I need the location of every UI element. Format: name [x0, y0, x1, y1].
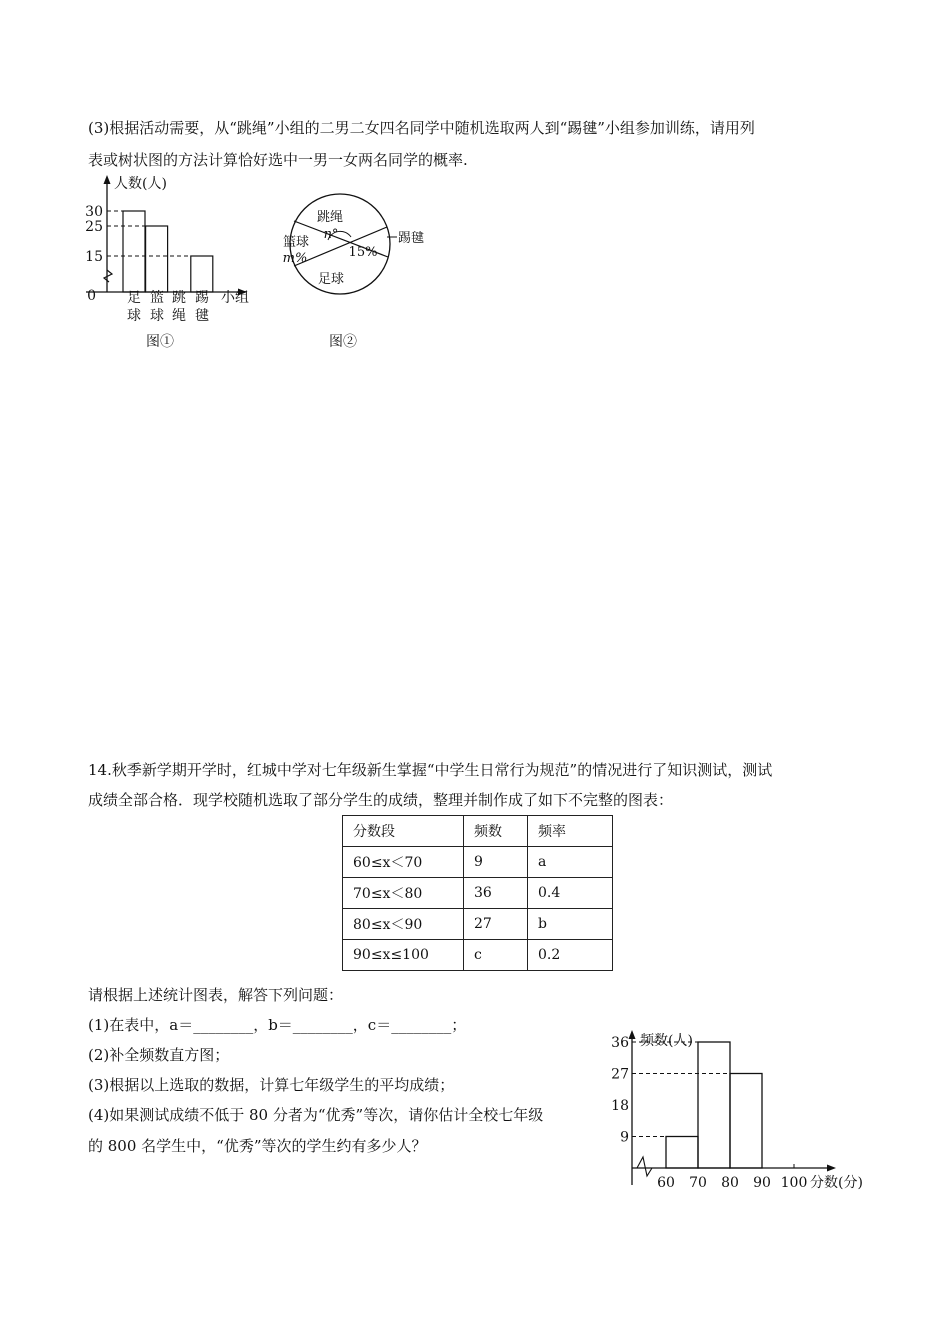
q14-line2: 成绩全部合格．现学校随机选取了部分学生的成绩，整理并制作成了如下不完整的图表： — [88, 791, 674, 809]
histogram-chart — [600, 1025, 880, 1200]
q14-sub3: (3)根据以上选取的数据，计算七年级学生的平均成绩； — [88, 1076, 455, 1094]
figure1-cat-zuqiu-top: 足 — [127, 290, 141, 306]
table-cell: 27 — [464, 909, 528, 940]
table-header-row — [343, 816, 613, 847]
figure1-cat-lanqiu-bottom: 球 — [150, 308, 164, 324]
figure1-caption: 图① — [146, 334, 174, 350]
table-row — [343, 847, 613, 878]
figure2-label-15-percent: 15% — [348, 245, 378, 260]
histogram-xtick-70: 70 — [689, 1175, 707, 1191]
histogram-xtick-80: 80 — [721, 1175, 739, 1191]
table-cell: 0.2 — [528, 940, 613, 971]
histogram-axis-break — [637, 1157, 652, 1176]
table-cell: 90≤x≤100 — [343, 940, 464, 971]
figure1-bars — [123, 211, 213, 292]
histogram-ylabel: 频数(人) — [640, 1033, 693, 1049]
q3-line1: (3)根据活动需要，从“跳绳”小组的二男二女四名同学中随机选取两人到“踢毽”小组参加训练，请用列 — [88, 119, 755, 137]
figure2-label-lanqiu: 篮球 — [282, 235, 310, 250]
table-cell: b — [528, 909, 613, 940]
table-row — [343, 940, 613, 971]
figure2-label-angle: n° — [323, 227, 339, 242]
figure1-xlabel: 小组 — [221, 290, 249, 306]
figure1-ytick-15: 15 — [85, 249, 103, 265]
table-row — [343, 909, 613, 940]
figure1-axis-break — [104, 270, 112, 282]
figure1-y-arrow — [104, 175, 111, 184]
figure2-label-zuqiu: 足球 — [317, 272, 345, 287]
table-cell: 36 — [464, 878, 528, 909]
figure1-cat-tijian-top: 踢 — [195, 290, 209, 306]
table-cell: 9 — [464, 847, 528, 878]
figure1-bar-0 — [123, 211, 145, 292]
figure2-label-m-percent: m% — [282, 251, 308, 266]
q14-sub1: (1)在表中，a＝________，b＝________，c＝________； — [88, 1016, 467, 1034]
q14-sub4a: (4)如果测试成绩不低于 80 分者为“优秀”等次，请你估计全校七年级 — [88, 1106, 544, 1124]
figure1-cat-tiaosheng-top: 跳 — [172, 290, 186, 306]
histogram-bar-2 — [730, 1074, 762, 1169]
q14-sub2: (2)补全频数直方图； — [88, 1046, 230, 1064]
table-cell: 70≤x＜80 — [343, 878, 464, 909]
figure1-ylabel: 人数(人) — [114, 176, 167, 192]
table-row — [343, 878, 613, 909]
table-header-cell: 频率 — [528, 816, 613, 847]
figure1-cat-zuqiu-bottom: 球 — [127, 308, 141, 324]
q3-line2: 表或树状图的方法计算恰好选中一男一女两名同学的概率. — [88, 151, 468, 169]
figure2-pie-chart — [276, 192, 436, 312]
table-cell: 60≤x＜70 — [343, 847, 464, 878]
histogram-ytick-36: 36 — [611, 1035, 629, 1051]
figure1-guide-lines — [107, 211, 191, 256]
histogram-xtick-90: 90 — [753, 1175, 771, 1191]
table-cell: c — [464, 940, 528, 971]
q14-line1: 14.秋季新学期开学时，红城中学对七年级新生掌握“中学生日常行为规范”的情况进行了知识测试，测试 — [88, 761, 773, 779]
figure2-label-tiaosheng: 跳绳 — [316, 210, 344, 225]
histogram-ytick-18: 18 — [611, 1098, 629, 1114]
table-header-cell: 分数段 — [343, 816, 464, 847]
figure2-label-tijian: 踢毽 — [398, 231, 425, 246]
figure1-cat-lanqiu-top: 篮 — [150, 290, 164, 306]
q14-prompt: 请根据上述统计图表，解答下列问题： — [88, 986, 344, 1004]
figure1-cat-tiaosheng-bottom: 绳 — [172, 308, 186, 324]
histogram-ytick-27: 27 — [611, 1066, 629, 1083]
figure2-caption: 图② — [329, 334, 357, 350]
table-cell: 0.4 — [528, 878, 613, 909]
frequency-table — [342, 815, 613, 971]
histogram-xlabel: 分数(分) — [810, 1175, 863, 1191]
histogram-xtick-100: 100 — [780, 1175, 808, 1191]
figure1-bar-3 — [191, 256, 213, 292]
table-cell: 80≤x＜90 — [343, 909, 464, 940]
table-header-cell: 频数 — [464, 816, 528, 847]
histogram-xtick-60: 60 — [657, 1175, 675, 1191]
table-cell: a — [528, 847, 613, 878]
histogram-x-arrow — [827, 1165, 836, 1172]
histogram-y-arrow — [629, 1030, 636, 1039]
histogram-bars — [666, 1042, 762, 1168]
figure1-ytick-30: 30 — [85, 204, 103, 220]
histogram-bar-1 — [698, 1042, 730, 1168]
histogram-guide-lines — [632, 1042, 730, 1137]
figure1-bar-1 — [146, 226, 168, 292]
histogram-ytick-9: 9 — [620, 1129, 629, 1146]
figure1-cat-tijian-bottom: 毽 — [195, 308, 209, 324]
figure1-bar-chart — [80, 172, 270, 332]
q14-sub4b: 的 800 名学生中，“优秀”等次的学生约有多少人？ — [88, 1137, 427, 1155]
figure1-origin: 0 — [87, 288, 96, 304]
histogram-bar-0 — [666, 1137, 698, 1169]
figure1-ytick-25: 25 — [85, 219, 103, 235]
